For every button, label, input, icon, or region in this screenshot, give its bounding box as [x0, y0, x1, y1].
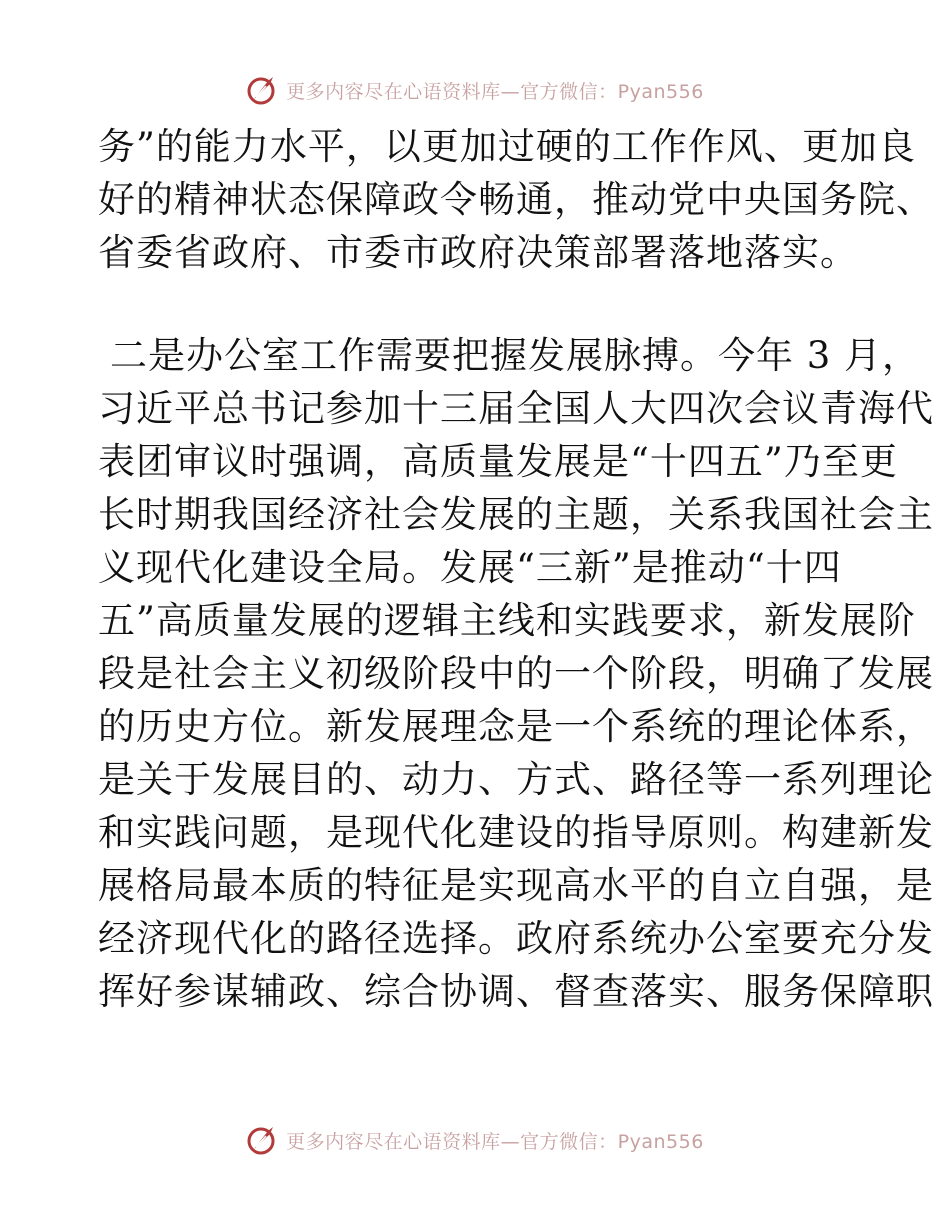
- text-line: 和实践问题，是现代化建设的指导原则。构建新发: [98, 811, 934, 854]
- quill-seal-icon: [246, 1123, 280, 1157]
- paragraph-1: [98, 120, 934, 279]
- header-watermark: [0, 70, 950, 110]
- text-line: 义现代化建设全局。发展“三新”是推动“十四: [98, 546, 842, 589]
- watermark-text: 更多内容尽在心语资料库—官方微信：Pyan556: [286, 80, 704, 103]
- text-line: 好的精神状态保障政令畅通，推动党中央国务院、: [98, 178, 934, 221]
- text-line: 五”高质量发展的逻辑主线和实践要求，新发展阶: [98, 599, 916, 642]
- text-line: 挥好参谋辅政、综合协调、督查落实、服务保障职: [98, 970, 934, 1013]
- footer-watermark-content: [246, 1123, 704, 1157]
- text-line: 二是办公室工作需要把握发展脉搏。今年 3 月，: [110, 334, 921, 377]
- footer-watermark: [0, 1120, 950, 1160]
- text-line: 长时期我国经济社会发展的主题，关系我国社会主: [98, 493, 934, 536]
- text-line: 表团审议时强调，高质量发展是“十四五”乃至更: [98, 440, 898, 483]
- text-line: 展格局最本质的特征是实现高水平的自立自强，是: [98, 864, 934, 907]
- header-watermark-content: [246, 73, 704, 107]
- text-line: 习近平总书记参加十三届全国人大四次会议青海代: [98, 387, 934, 430]
- text-line: 务”的能力水平，以更加过硬的工作作风、更加良: [98, 125, 916, 168]
- paragraph-2: [98, 329, 934, 1018]
- watermark-text: 更多内容尽在心语资料库—官方微信：Pyan556: [286, 1130, 704, 1153]
- quill-seal-icon: [246, 73, 280, 107]
- text-line: 省委省政府、市委市政府决策部署落地落实。: [98, 231, 858, 274]
- text-line: 是关于发展目的、动力、方式、路径等一系列理论: [98, 758, 934, 801]
- text-line: 经济现代化的路径选择。政府系统办公室要充分发: [98, 917, 934, 960]
- text-line: 段是社会主义初级阶段中的一个阶段，明确了发展: [98, 652, 934, 695]
- text-line: 的历史方位。新发展理念是一个系统的理论体系，: [98, 705, 934, 748]
- document-body: [98, 120, 934, 1018]
